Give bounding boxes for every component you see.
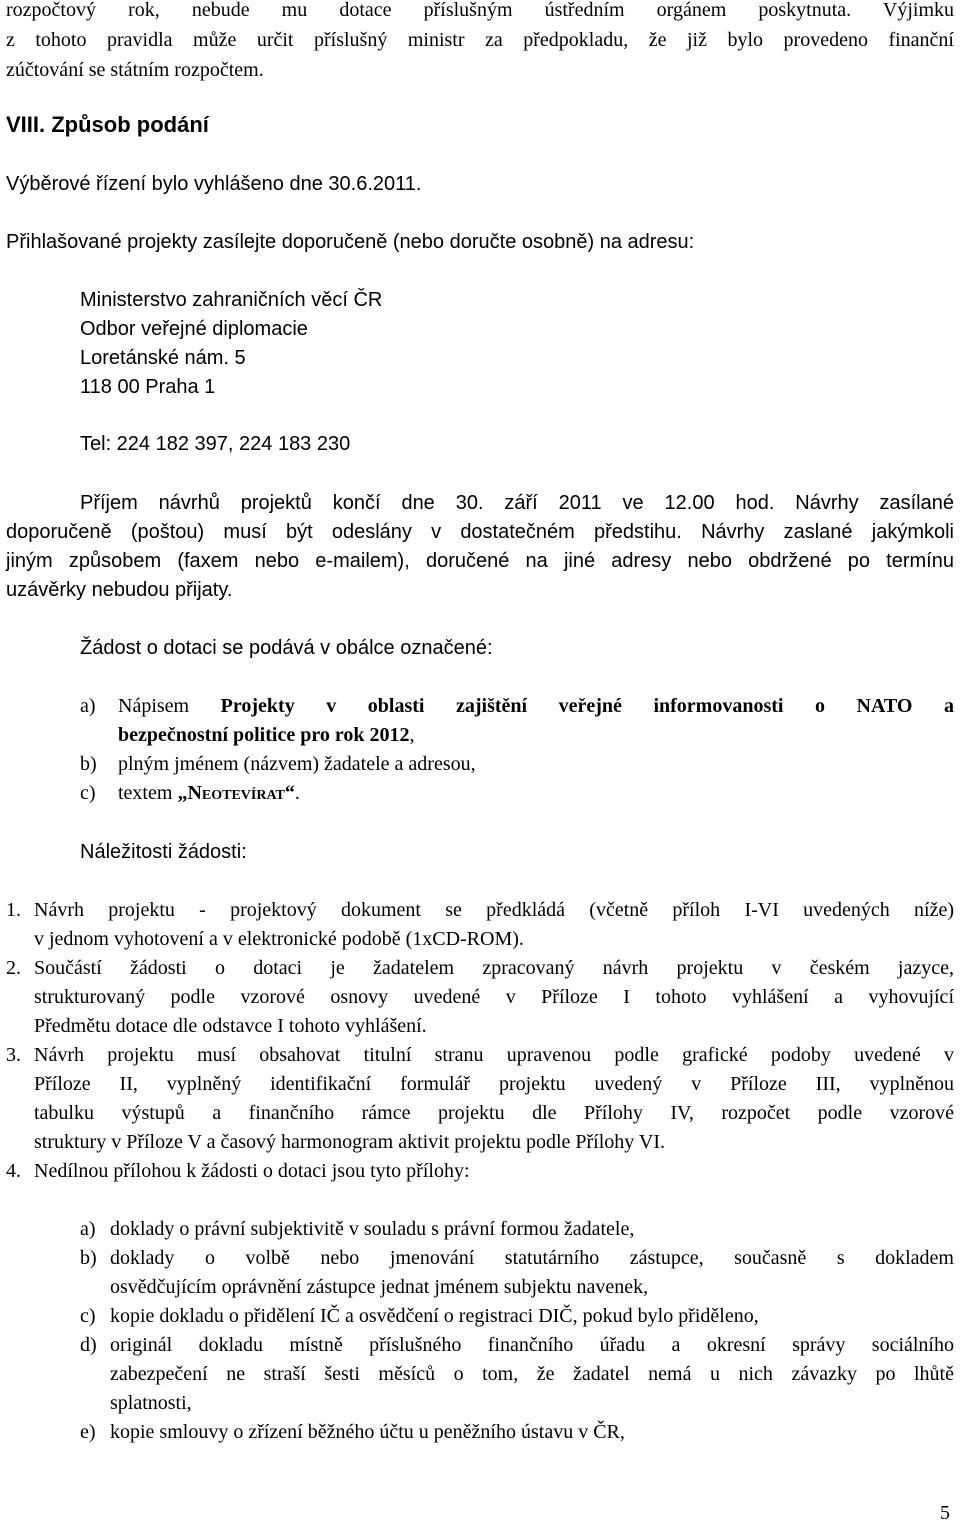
attachment-d-line-2: zabezpečení ne straší šesti měsíců o tom, že žadatel nemá u nich závazky po lhůtě (110, 1363, 954, 1385)
requirement-3-line-3: tabulku výstupů a finančního rámce projektu dle Přílohy IV, rozpočet podle vzorové (34, 1102, 954, 1124)
requirement-1-line-2: v jednom vyhotovení a v elektronické podobě (1xCD-ROM). (34, 928, 524, 950)
requirement-1-line-1: Návrh projektu - projektový dokument se předkládá (včetně příloh I-VI uvedených níže) (34, 899, 954, 921)
requirement-3-number: 3. (6, 1044, 21, 1066)
requirement-3-line-4: struktury v Příloze V a časový harmonogram aktivit projektu podle Přílohy VI. (34, 1131, 666, 1153)
intro-line-3: zúčtování se státním rozpočtem. (6, 59, 264, 81)
intro-line-2: z tohoto pravidla může určit příslušný ministr za předpokladu, že již bylo provedeno finanční (6, 29, 954, 51)
requirements-heading: Náležitosti žádosti: (80, 841, 247, 863)
envelope-item-a-prefix: Nápisem (118, 695, 190, 717)
address-city: 118 00 Praha 1 (80, 376, 216, 398)
requirement-4-number: 4. (6, 1160, 21, 1182)
attachment-b-line-2: osvědčujícím oprávnění zástupce jednat jménem subjektu navenek, (110, 1276, 649, 1298)
envelope-item-c-line (118, 779, 300, 807)
requirement-2-line-3: Předmětu dotace dle odstavce I tohoto vyhlášení. (34, 1015, 427, 1037)
envelope-item-c-marker: c) (80, 782, 96, 804)
requirement-1-number: 1. (6, 899, 21, 921)
envelope-item-b-text: plným jménem (názvem) žadatele a adresou, (118, 753, 476, 775)
page-number: 5 (940, 1502, 950, 1524)
address-street: Loretánské nám. 5 (80, 347, 246, 369)
address-department: Odbor veřejné diplomacie (80, 318, 308, 340)
requirement-3-line-1: Návrh projektu musí obsahovat titulní stranu upravenou podle grafické podoby uvedené v (34, 1044, 954, 1066)
envelope-item-c-quoted: „Neotevírat“ (177, 782, 295, 804)
attachment-d-line-1: originál dokladu místně příslušného finančního úřadu a okresní správy sociálního (110, 1334, 954, 1356)
attachment-c-marker: c) (80, 1305, 96, 1327)
attachment-b-marker: b) (80, 1247, 97, 1269)
deadline-line-4: uzávěrky nebudou přijaty. (6, 579, 233, 601)
attachment-b-line-1: doklady o volbě nebo jmenování statutárního zástupce, současně s dokladem (110, 1247, 954, 1269)
attachment-d-marker: d) (80, 1334, 97, 1356)
envelope-item-a-line-2 (118, 721, 414, 749)
envelope-item-a-title-part-2: bezpečnostní politice pro rok 2012 (118, 724, 410, 746)
requirement-2-line-2: strukturovaný podle vzorové osnovy uvedené v Příloze I tohoto vyhlášení a vyhovující (34, 986, 954, 1008)
deadline-line-3: jiným způsobem (faxem nebo e-mailem), doručené na jiné adresy nebo obdržené po termínu (6, 550, 954, 572)
intro-line-1: rozpočtový rok, nebude mu dotace příslušným ústředním orgánem poskytnuta. Výjimku (6, 0, 954, 21)
envelope-item-b-marker: b) (80, 753, 97, 775)
address-phone: Tel: 224 182 397, 224 183 230 (80, 433, 351, 455)
envelope-item-a-suffix: , (409, 724, 415, 746)
envelope-item-c-suffix: . (294, 782, 300, 804)
attachment-e-line-1: kopie smlouvy o zřízení běžného účtu u peněžního ústavu v ČR, (110, 1421, 625, 1443)
envelope-item-a-marker: a) (80, 695, 96, 717)
requirement-2-line-1: Součástí žádosti o dotaci je žadatelem zpracovaný návrh projektu v českém jazyce, (34, 957, 954, 979)
announcement-text: Výběrové řízení bylo vyhlášeno dne 30.6.2011. (6, 173, 422, 195)
section-heading: VIII. Způsob podání (6, 112, 209, 137)
envelope-item-a-title-part-1: Projekty v oblasti zajištění veřejné informovanosti o NATO a (220, 695, 955, 717)
envelope-intro-text: Žádost o dotaci se podává v obálce označené: (80, 637, 493, 659)
deadline-line-1: Příjem návrhů projektů končí dne 30. září 2011 ve 12.00 hod. Návrhy zasílané (80, 492, 954, 514)
deadline-line-2: doporučeně (poštou) musí být odeslány v dostatečném předstihu. Návrhy zaslané jakýmkoli (6, 521, 954, 543)
attachment-a-marker: a) (80, 1218, 96, 1240)
attachment-c-line-1: kopie dokladu o přidělení IČ a osvědčení o registraci DIČ, pokud bylo přiděleno, (110, 1305, 759, 1327)
address-ministry: Ministerstvo zahraničních věcí ČR (80, 289, 383, 311)
requirement-4-line-1: Nedílnou přílohou k žádosti o dotaci jsou tyto přílohy: (34, 1160, 470, 1182)
attachment-e-marker: e) (80, 1421, 96, 1443)
attachment-d-line-3: splatnosti, (110, 1392, 192, 1414)
attachment-a-line-1: doklady o právní subjektivitě v souladu s právní formou žadatele, (110, 1218, 635, 1240)
envelope-item-c-prefix: textem (118, 782, 173, 804)
send-instruction-text: Přihlašované projekty zasílejte doporučeně (nebo doručte osobně) na adresu: (6, 231, 695, 253)
requirement-3-line-2: Příloze II, vyplněný identifikační formulář projektu uvedený v Příloze III, vyplněnou (34, 1073, 954, 1095)
requirement-2-number: 2. (6, 957, 21, 979)
envelope-item-a-line-1 (118, 692, 954, 720)
